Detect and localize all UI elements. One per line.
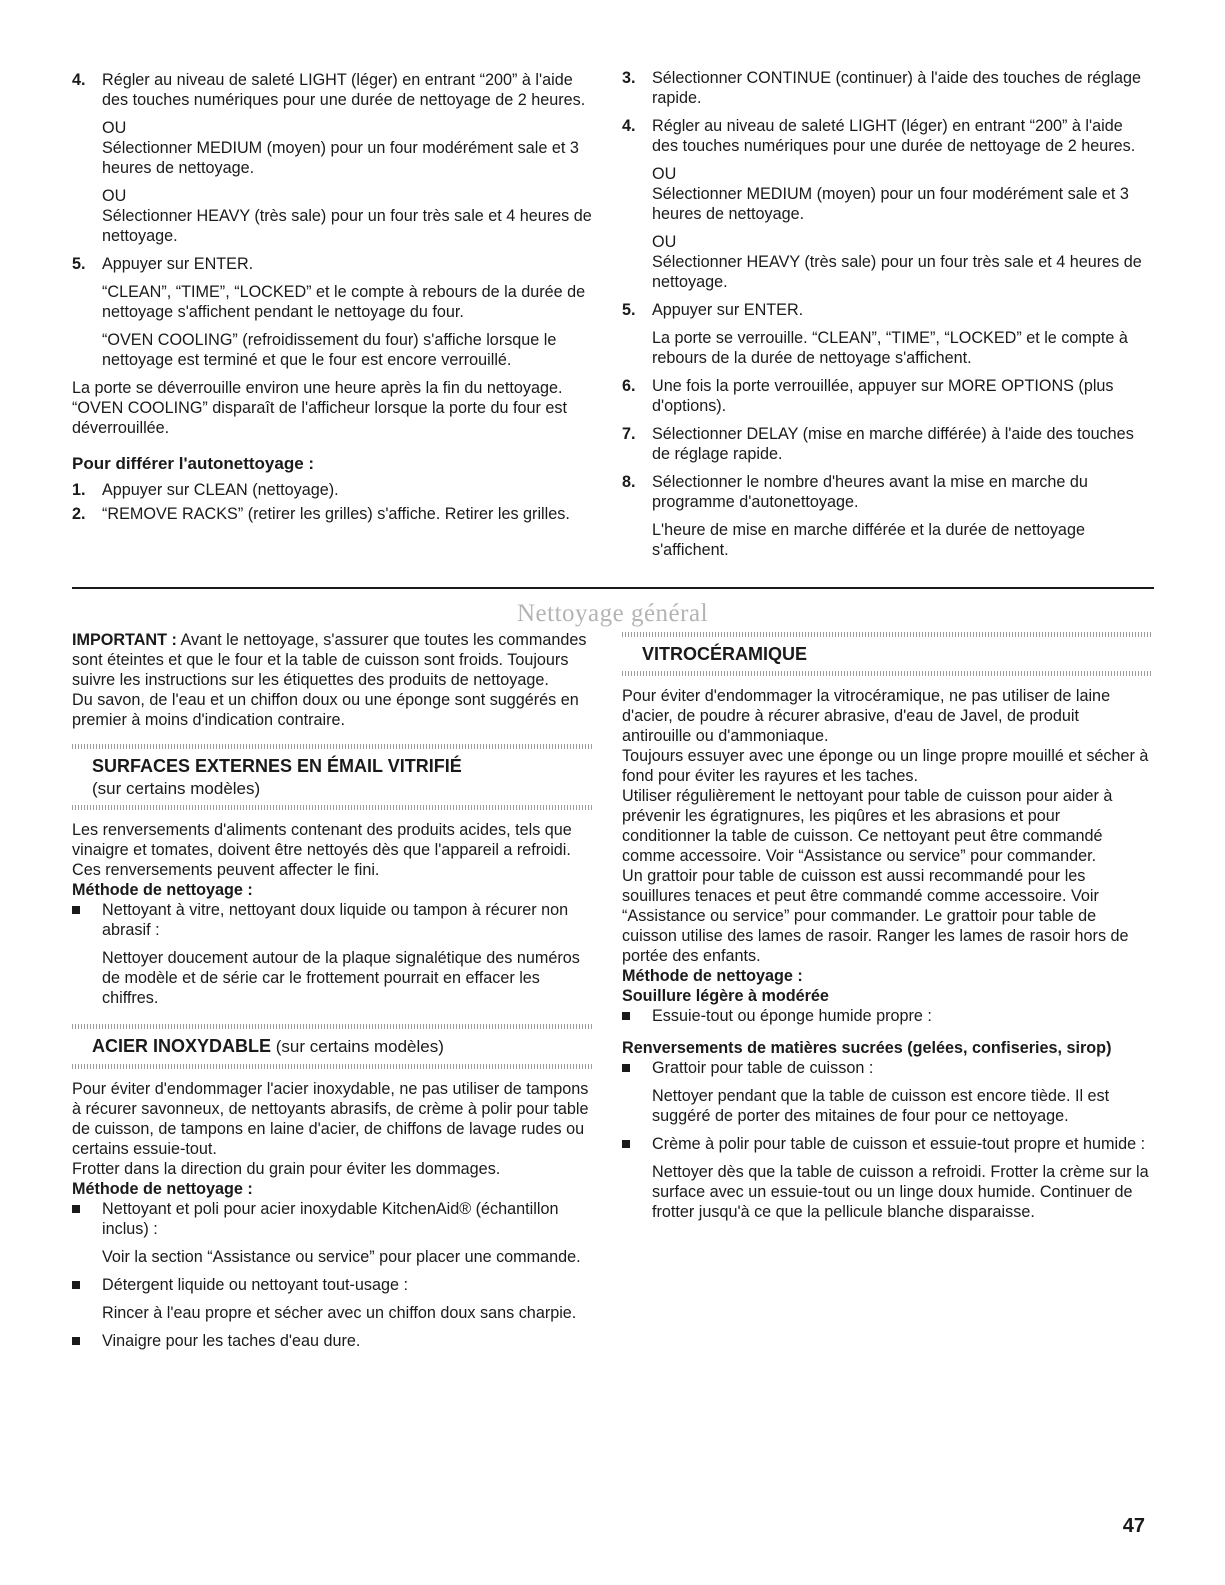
bullet-item xyxy=(72,1331,594,1351)
paragraph: Pour éviter d'endommager l'acier inoxydable, ne pas utiliser de tampons à récurer savonneux, de nettoyants abrasifs, de crème à polir pour table de cuisson, de tampons en laine d'acier, de chiffons de lavage rudes ou certains essuie-tout. xyxy=(72,1080,589,1158)
page-number: 47 xyxy=(1122,1515,1145,1537)
steel-subtitle-text: (sur certains modèles) xyxy=(271,1037,444,1056)
step-text: Appuyer sur ENTER. xyxy=(652,301,804,319)
top-right-column xyxy=(622,68,1152,568)
list-item xyxy=(622,116,1152,292)
dither-rule xyxy=(72,744,594,749)
bullet-square-icon xyxy=(622,1140,630,1148)
bullet-text: Nettoyer pendant que la table de cuisson est encore tiède. Il est suggéré de porter des mitaines de four pour ce nettoyage. xyxy=(652,1087,1110,1125)
paragraph: Utiliser régulièrement le nettoyant pour table de cuisson pour aider à prévenir les égratignures, les piqûres et les abrasions et pour conditionner la table de cuisson. Ce nettoyant peut être commandé comme accessoire. Voir “Assistance ou service” pour commander. xyxy=(622,787,1113,865)
bottom-right-column xyxy=(622,632,1152,1230)
bullet-square-icon xyxy=(72,1281,80,1289)
bullet-text: Rincer à l'eau propre et sécher avec un chiffon doux sans charpie. xyxy=(102,1304,577,1322)
paragraph: Toujours essuyer avec une éponge ou un linge propre mouillé et sécher à fond pour éviter les rayures et les taches. xyxy=(622,747,1149,785)
paragraph: Pour éviter d'endommager la vitrocéramique, ne pas utiliser de laine d'acier, de poudre à récurer abrasive, d'eau de Javel, de produit antirouille ou d'ammoniaque. xyxy=(622,687,1111,745)
enamel-section-title: SURFACES EXTERNES EN ÉMAIL VITRIFIÉ xyxy=(92,756,462,776)
step-text: Appuyer sur ENTER. xyxy=(102,255,254,273)
or-text: OU xyxy=(652,233,677,251)
step-number: 8. xyxy=(622,473,636,491)
dither-rule xyxy=(72,1064,594,1069)
paragraph: Un grattoir pour table de cuisson est aussi recommandé pour les souillures tenaces et peut être commandé comme accessoire. Voir “Assistance ou service” pour commander. Le grattoir pour table de cuisson utilise des lames de rasoir. Ranger les lames de rasoir hors de portée des enfants. xyxy=(622,867,1129,965)
step-number: 5. xyxy=(72,255,86,273)
bullet-item xyxy=(622,1058,1152,1126)
step-number: 1. xyxy=(72,481,86,499)
bullet-text: Vinaigre pour les taches d'eau dure. xyxy=(102,1332,361,1350)
bullet-square-icon xyxy=(622,1012,630,1020)
bullet-square-icon xyxy=(72,906,80,914)
step-number: 6. xyxy=(622,377,636,395)
step-text: Sélectionner MEDIUM (moyen) pour un four modérément sale et 3 heures de nettoyage. xyxy=(652,185,1129,223)
bullet-text: Nettoyant à vitre, nettoyant doux liquide ou tampon à récurer non abrasif : xyxy=(102,901,569,939)
list-item xyxy=(72,504,597,524)
bullet-square-icon xyxy=(72,1205,80,1213)
section-divider xyxy=(72,587,1154,589)
paragraph: Du savon, de l'eau et un chiffon doux ou une éponge sont suggérés en premier à moins d'indication contraire. xyxy=(72,691,579,729)
list-item xyxy=(622,68,1152,108)
enamel-section-subtitle: (sur certains modèles) xyxy=(92,779,261,798)
bullet-text: Nettoyer doucement autour de la plaque signalétique des numéros de modèle et de série car le frottement pourrait en effacer les chiffres. xyxy=(102,949,580,1007)
step-text: “CLEAN”, “TIME”, “LOCKED” et le compte à rebours de la durée de nettoyage s'affichent pendant le nettoyage du four. xyxy=(102,283,586,321)
bullet-text: Crème à polir pour table de cuisson et essuie-tout propre et humide : xyxy=(652,1135,1146,1153)
step-text: Sélectionner HEAVY (très sale) pour un four très sale et 4 heures de nettoyage. xyxy=(102,207,592,245)
light-soil-heading: Souillure légère à modérée xyxy=(622,987,829,1005)
bottom-left-column xyxy=(72,630,594,1359)
bullet-item xyxy=(72,1199,594,1267)
list-item xyxy=(72,70,597,246)
important-text: Avant le nettoyage, s'assurer que toutes les commandes sont éteintes et que le four et la table de cuisson sont froids. Toujours suivre les instructions sur les étiquettes des produits de nettoyage. xyxy=(72,631,587,689)
method-heading: Méthode de nettoyage : xyxy=(72,881,253,899)
step-number: 4. xyxy=(72,71,86,89)
steel-title-text: ACIER INOXYDABLE xyxy=(92,1036,272,1056)
or-text: OU xyxy=(652,165,677,183)
important-note xyxy=(72,630,594,690)
step-text: La porte se verrouille. “CLEAN”, “TIME”, “LOCKED” et le compte à rebours de la durée de nettoyage s'affichent. xyxy=(652,329,1128,367)
delay-heading: Pour différer l'autonettoyage : xyxy=(72,454,315,473)
bullet-text: Détergent liquide ou nettoyant tout-usage : xyxy=(102,1276,408,1294)
steel-section-title xyxy=(72,1029,594,1064)
bullet-item xyxy=(622,1006,1152,1026)
dither-rule xyxy=(72,1024,594,1029)
step-text: “OVEN COOLING” (refroidissement du four) s'affiche lorsque le nettoyage est terminé et que le four est encore verrouillé. xyxy=(102,331,557,369)
list-item xyxy=(622,472,1152,560)
list-item xyxy=(622,424,1152,464)
or-text: OU xyxy=(102,187,127,205)
step-text: Sélectionner HEAVY (très sale) pour un four très sale et 4 heures de nettoyage. xyxy=(652,253,1142,291)
or-text: OU xyxy=(102,119,127,137)
section-title: Nettoyage général xyxy=(516,600,709,627)
step-text: Appuyer sur CLEAN (nettoyage). xyxy=(102,481,339,499)
step-text: Sélectionner CONTINUE (continuer) à l'aide des touches de réglage rapide. xyxy=(652,69,1141,107)
bullet-text: Nettoyant et poli pour acier inoxydable KitchenAid® (échantillon inclus) : xyxy=(102,1200,559,1238)
step-number: 3. xyxy=(622,69,636,87)
vitro-section-title: VITROCÉRAMIQUE xyxy=(642,644,808,664)
top-left-column xyxy=(72,70,597,532)
dither-rule xyxy=(622,632,1152,637)
bullet-text: Voir la section “Assistance ou service” pour placer une commande. xyxy=(102,1248,581,1266)
bullet-text: Essuie-tout ou éponge humide propre : xyxy=(652,1007,932,1025)
paragraph: Frotter dans la direction du grain pour éviter les dommages. xyxy=(72,1160,501,1178)
step-number: 5. xyxy=(622,301,636,319)
step-text: “REMOVE RACKS” (retirer les grilles) s'affiche. Retirer les grilles. xyxy=(102,505,570,523)
step-text: Une fois la porte verrouillée, appuyer sur MORE OPTIONS (plus d'options). xyxy=(652,377,1114,415)
step-text: Régler au niveau de saleté LIGHT (léger) en entrant “200” à l'aide des touches numériques pour une durée de nettoyage de 2 heures. xyxy=(102,71,586,109)
important-label: IMPORTANT : xyxy=(72,631,177,649)
step-text: Sélectionner MEDIUM (moyen) pour un four modérément sale et 3 heures de nettoyage. xyxy=(102,139,579,177)
list-item xyxy=(622,376,1152,416)
step-number: 7. xyxy=(622,425,636,443)
step-number: 2. xyxy=(72,505,86,523)
step-text: Sélectionner le nombre d'heures avant la mise en marche du programme d'autonettoyage. xyxy=(652,473,1088,511)
step-text: Régler au niveau de saleté LIGHT (léger) en entrant “200” à l'aide des touches numériques pour une durée de nettoyage de 2 heures. xyxy=(652,117,1136,155)
dither-rule xyxy=(72,805,594,810)
list-item xyxy=(72,480,597,500)
bullet-text: Grattoir pour table de cuisson : xyxy=(652,1059,874,1077)
method-heading: Méthode de nettoyage : xyxy=(72,1180,253,1198)
sugar-spill-heading: Renversements de matières sucrées (gelées, confiseries, sirop) xyxy=(622,1039,1112,1057)
step-text: L'heure de mise en marche différée et la durée de nettoyage s'affichent. xyxy=(652,521,1085,559)
paragraph: La porte se déverrouille environ une heure après la fin du nettoyage. “OVEN COOLING” disparaît de l'afficheur lorsque la porte du four est déverrouillée. xyxy=(72,379,567,437)
bullet-item xyxy=(72,1275,594,1323)
dither-rule xyxy=(622,671,1152,676)
bullet-item xyxy=(622,1134,1152,1222)
bullet-square-icon xyxy=(622,1064,630,1072)
step-text: Sélectionner DELAY (mise en marche différée) à l'aide des touches de réglage rapide. xyxy=(652,425,1134,463)
method-heading: Méthode de nettoyage : xyxy=(622,967,803,985)
paragraph: Les renversements d'aliments contenant des produits acides, tels que vinaigre et tomates, doivent être nettoyés dès que l'appareil a refroidi. Ces renversements peuvent affecter le fini. xyxy=(72,821,572,879)
list-item xyxy=(72,254,597,370)
bullet-item xyxy=(72,900,594,1008)
list-item xyxy=(622,300,1152,368)
bullet-square-icon xyxy=(72,1337,80,1345)
bullet-text: Nettoyer dès que la table de cuisson a refroidi. Frotter la crème sur la surface avec un essuie-tout ou un linge doux humide. Continuer de frotter jusqu'à ce que la pellicule blanche disparaisse. xyxy=(652,1163,1149,1221)
step-number: 4. xyxy=(622,117,636,135)
